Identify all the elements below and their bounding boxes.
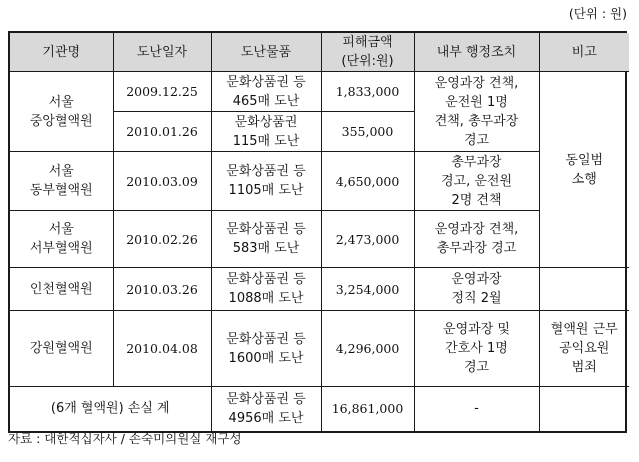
cell-date: 2010.01.26 [113, 112, 211, 152]
cell-org: 서울 동부혈액원 [10, 152, 113, 211]
header-org: 기관명 [10, 33, 113, 72]
header-row [10, 33, 629, 72]
header-note: 비고 [539, 33, 629, 72]
header-action: 내부 행정조치 [414, 33, 539, 72]
header-amount: 피해금액 (단위:원) [321, 33, 414, 72]
total-amount: 16,861,000 [321, 387, 414, 431]
unit-note: (단위 : 원) [568, 6, 627, 21]
cell-date: 2010.03.26 [113, 268, 211, 311]
cell-action: 운영과장 견책, 총무과장 경고 [414, 211, 539, 268]
header-date: 도난일자 [113, 33, 211, 72]
cell-note-empty [539, 268, 629, 311]
header-item: 도난물품 [211, 33, 321, 72]
total-label: (6개 혈액원) 손실 계 [10, 387, 211, 431]
cell-amount: 3,254,000 [321, 268, 414, 311]
cell-org: 서울 서부혈액원 [10, 211, 113, 268]
cell-item: 문화상품권 등 1600매 도난 [211, 311, 321, 387]
table-row [10, 152, 629, 211]
cell-action: 총무과장 경고, 운전원 2명 견책 [414, 152, 539, 211]
cell-amount: 2,473,000 [321, 211, 414, 268]
cell-date: 2010.02.26 [113, 211, 211, 268]
cell-action: 운영과장 정직 2월 [414, 268, 539, 311]
cell-action: 운영과장 및 간호사 1명 경고 [414, 311, 539, 387]
total-note [539, 387, 629, 431]
total-row [10, 387, 629, 431]
table-row [10, 72, 629, 112]
cell-note: 동일범 소행 [539, 72, 629, 268]
cell-org: 인천혈액원 [10, 268, 113, 311]
table-row [10, 268, 629, 311]
cell-item: 문화상품권 등 1105매 도난 [211, 152, 321, 211]
cell-amount: 1,833,000 [321, 72, 414, 112]
cell-note: 혈액원 근무 공익요원 범죄 [539, 311, 629, 387]
table-row [10, 311, 629, 387]
cell-org: 강원혈액원 [10, 311, 113, 387]
cell-amount: 4,296,000 [321, 311, 414, 387]
damage-table [8, 31, 627, 433]
cell-org: 서울 중앙혈액원 [10, 72, 113, 152]
cell-amount: 355,000 [321, 112, 414, 152]
total-item: 문화상품권 등 4956매 도난 [211, 387, 321, 431]
cell-item: 문화상품권 등 465매 도난 [211, 72, 321, 112]
cell-item: 문화상품권 등 1088매 도난 [211, 268, 321, 311]
table-row [10, 211, 629, 268]
cell-date: 2009.12.25 [113, 72, 211, 112]
source-note: 자료 : 대한적십자사 / 손숙미의원실 재구성 [8, 431, 242, 446]
total-action: - [414, 387, 539, 431]
cell-item: 문화상품권 등 583매 도난 [211, 211, 321, 268]
cell-item: 문화상품권 115매 도난 [211, 112, 321, 152]
cell-action: 운영과장 견책, 운전원 1명 견책, 총무과장 경고 [414, 72, 539, 152]
cell-date: 2010.03.09 [113, 152, 211, 211]
cell-amount: 4,650,000 [321, 152, 414, 211]
cell-date: 2010.04.08 [113, 311, 211, 387]
